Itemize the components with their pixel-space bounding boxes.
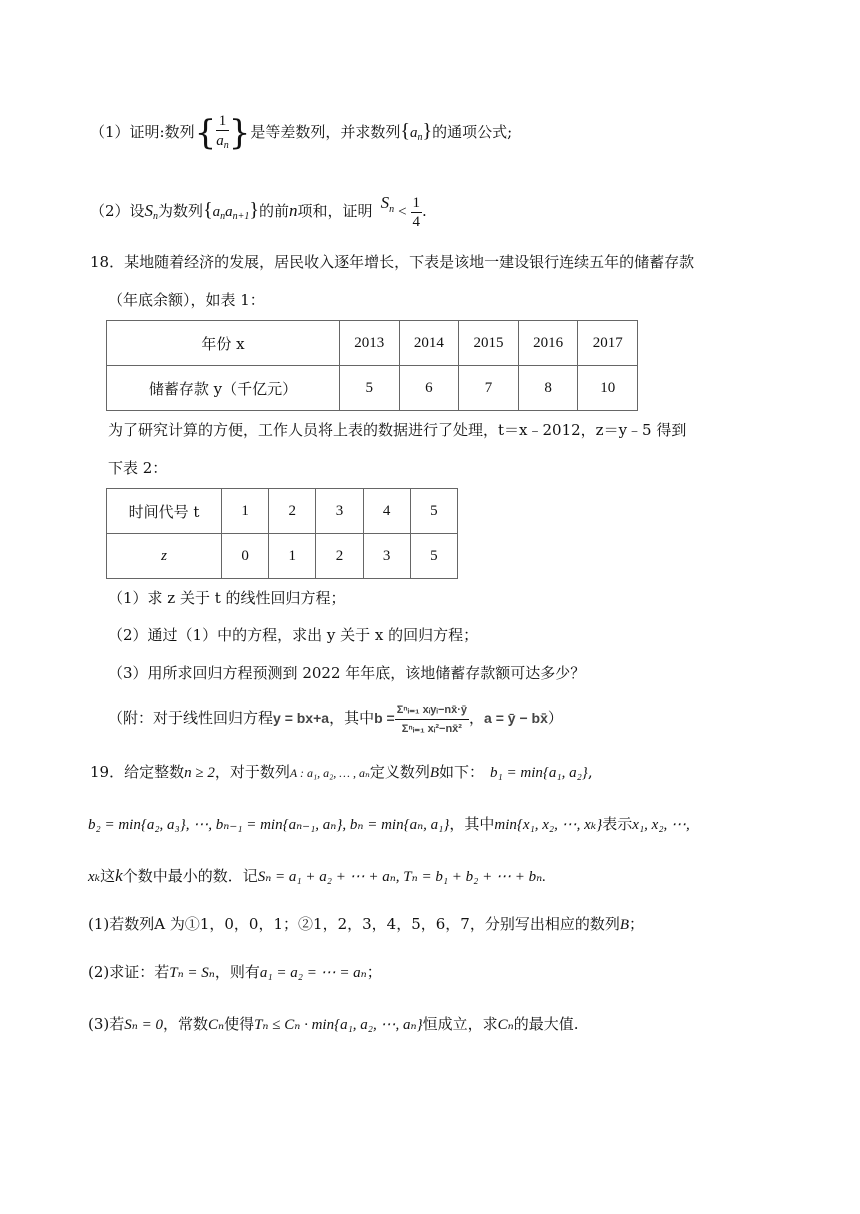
p18-mid-line2: 下表 2： (108, 459, 168, 477)
table-row (107, 489, 458, 534)
right-brace: } (228, 113, 251, 153)
table-cell: 3 (363, 534, 410, 579)
table-cell: 2015 (459, 321, 519, 366)
table-cell: 储蓄存款 y（千亿元） (107, 366, 340, 411)
table-cell: 10 (578, 366, 638, 411)
table-row (107, 321, 638, 366)
table-cell: 2016 (518, 321, 578, 366)
table-cell: 1 (269, 534, 316, 579)
table-cell: 5 (340, 366, 400, 411)
table-cell: 时间代号 t (107, 489, 222, 534)
table-cell: 2 (316, 534, 363, 579)
table-2 (106, 488, 458, 579)
table-cell: 7 (459, 366, 519, 411)
table-cell: 2014 (399, 321, 459, 366)
table-cell: 5 (410, 489, 457, 534)
table-row (107, 534, 458, 579)
table-cell: 0 (222, 534, 269, 579)
table-cell: 5 (410, 534, 457, 579)
table-cell: 1 (222, 489, 269, 534)
p17-part1-mid: 是等差数列，并求数列 (250, 123, 401, 141)
p19-line3: xₖ这k个数中最小的数．记Sₙ = a₁ + a₂ + ⋯ + aₙ, Tₙ = b₁ + b₂ + ⋯ + bₙ. (88, 866, 546, 885)
left-brace: { (194, 113, 217, 153)
table-1 (106, 320, 638, 411)
p19-line2: b₂ = min{a₂, a₃}, ⋯, bₙ₋₁ = min{aₙ₋₁, aₙ}, bₙ = min{aₙ, a₁}，其中min{x₁, x₂, ⋯, xₖ}表示x₁, x₂, ⋯, (88, 815, 690, 833)
table-cell: 2 (269, 489, 316, 534)
table-cell: 8 (518, 366, 578, 411)
table-cell: 4 (363, 489, 410, 534)
table-cell: 年份 x (107, 321, 340, 366)
regression-equation: y = bx+a (273, 710, 330, 726)
regression-a-formula: a = ȳ − bx̄ (484, 710, 548, 726)
p19-q3: (3)若Sₙ = 0，常数Cₙ使得Tₙ ≤ Cₙ · min{a₁, a₂, ⋯, aₙ}恒成立，求Cₙ的最大值. (88, 1015, 579, 1033)
p19-q1: (1)若数列A 为①1，0，0，1；②1，2，3，4，5，6，7，分别写出相应的数列B； (88, 915, 645, 933)
p17-part1: （1）证明:数列{ $\frac{1}{a_n}$ }是等差数列，并求数列$\{a_n\}$的通项公式; (90, 112, 513, 153)
fraction-one-quarter: $\frac{1}{4}$ (412, 194, 421, 230)
table-cell: 2017 (578, 321, 638, 366)
p18-mid-line1: 为了研究计算的方便，工作人员将上表的数据进行了处理，t＝x﹣2012，z＝y﹣5 得到 (108, 421, 687, 439)
p17-part2: （2）设$S_n$为数列$\{a_na_{n+1}\}$的前n项和，证明 $S^n$ < $\frac{1}{4}$ . (90, 193, 427, 230)
p18-q1: （1）求 z 关于 t 的线性回归方程； (108, 589, 346, 607)
p17-part1-prefix: （1）证明:数列 (90, 123, 195, 141)
table-row (107, 366, 638, 411)
p18-q2: （2）通过（1）中的方程，求出 y 关于 x 的回归方程； (108, 626, 479, 644)
table-cell: 3 (316, 489, 363, 534)
table-cell: 2013 (340, 321, 400, 366)
p18-intro-line1: 18．某地随着经济的发展，居民收入逐年增长，下表是该地一建设银行连续五年的储蓄存款 (90, 253, 695, 271)
regression-b-formula: $\frac{\text{Σⁿᵢ₌₁ xᵢyᵢ−nx̄·ȳ}}{\text{Σⁿᵢ₌₁ xᵢ²−nx̄²}}$ (395, 701, 469, 738)
p19-line1: 19．给定整数n ≥ 2，对于数列A : a₁, a₂, … , aₙ定义数列B如下： b₁ = min{a₁, a₂}, (90, 763, 593, 781)
p19-q2: (2)求证：若Tₙ = Sₙ，则有a₁ = a₂ = ⋯ = aₙ； (88, 963, 382, 981)
table-cell: 6 (399, 366, 459, 411)
p18-note: （附：对于线性回归方程y = bx+a，其中b = $\frac{\text{Σⁿᵢ₌₁ xᵢyᵢ−nx̄·ȳ}}{\text{Σⁿᵢ₌₁ xᵢ²−nx̄²}}$ ，a = ȳ − bx̄） (108, 700, 563, 736)
table-cell: z (107, 534, 222, 579)
p18-q3: （3）用所求回归方程预测到 2022 年年底，该地储蓄存款额可达多少？ (108, 664, 586, 682)
p17-part1-suffix: 的通项公式; (432, 123, 513, 141)
fraction-1-over-an: $\frac{1}{a_n}$ (216, 112, 229, 151)
p18-intro-line2: （年底余额），如表 1： (108, 291, 265, 309)
